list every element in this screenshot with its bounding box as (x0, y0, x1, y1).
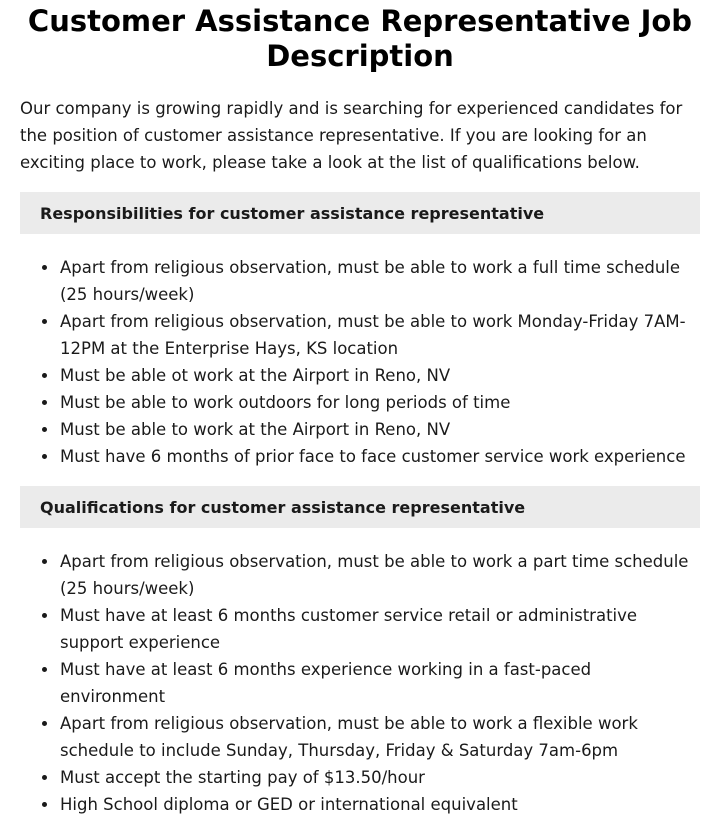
list-item: Must be able to work at the Airport in Reno, NV (60, 416, 700, 443)
list-item: Apart from religious observation, must be able to work a part time schedule (25 hours/week) (60, 548, 700, 602)
list-item: Must have at least 6 months customer service retail or administrative support experience (60, 602, 700, 656)
list-item: Must accept the starting pay of $13.50/hour (60, 764, 700, 791)
list-item: Must be able to work outdoors for long periods of time (60, 389, 700, 416)
list-item: High School diploma or GED or international equivalent (60, 791, 700, 818)
intro-paragraph: Our company is growing rapidly and is searching for experienced candidates for the position of customer assistance representative. If you are looking for an exciting place to work, please take a look at the list of qualifications below. (20, 99, 683, 172)
list-item: Must be able ot work at the Airport in Reno, NV (60, 362, 700, 389)
list-item: Apart from religious observation, must be able to work a flexible work schedule to include Sunday, Thursday, Friday & Saturday 7am-6pm (60, 710, 700, 764)
list-item: Apart from religious observation, must be able to work Monday-Friday 7AM-12PM at the Enterprise Hays, KS location (60, 308, 700, 362)
responsibilities-heading: Responsibilities for customer assistance representative (20, 192, 700, 234)
qualifications-heading: Qualifications for customer assistance representative (20, 486, 700, 528)
list-item: Must have 6 months of prior face to face customer service work experience (60, 443, 700, 470)
list-item: Apart from religious observation, must be able to work a full time schedule (25 hours/week) (60, 254, 700, 308)
list-item: Must have at least 6 months experience working in a fast-paced environment (60, 656, 700, 710)
page-title: Customer Assistance Representative Job Description (27, 4, 693, 73)
qualifications-list (20, 548, 700, 818)
responsibilities-list (20, 254, 700, 470)
